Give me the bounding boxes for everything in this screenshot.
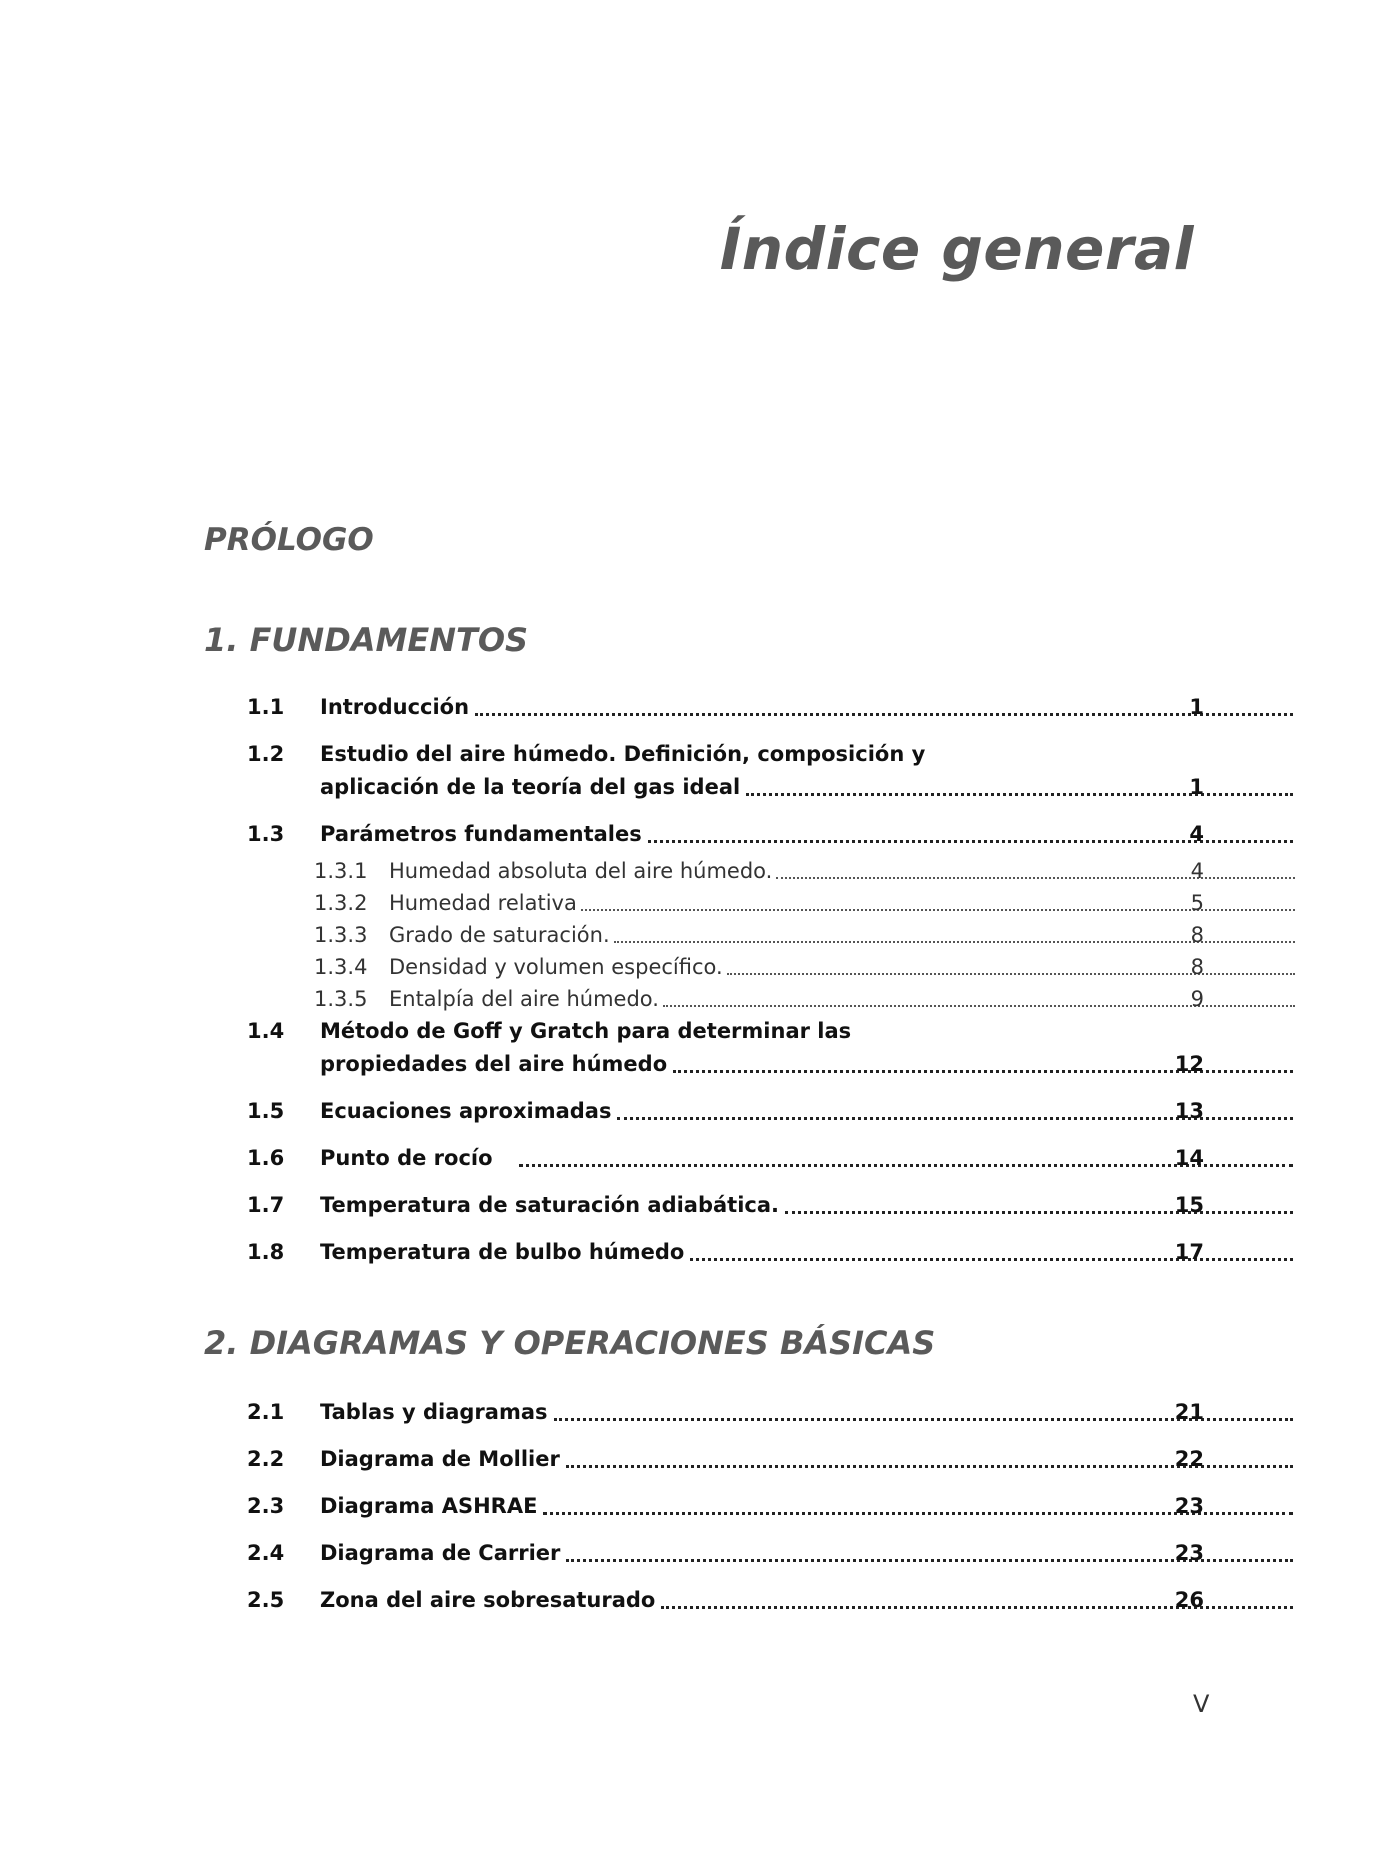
- entry-page: 13: [1174, 1099, 1204, 1123]
- subentry-number: 1.3.5: [314, 987, 368, 1011]
- entry-title: Ecuaciones aproximadas: [320, 1099, 612, 1123]
- toc-subentry-1-3-1[interactable]: [204, 855, 1204, 887]
- entry-page: 12: [1174, 1052, 1204, 1076]
- toc-entry-1-1[interactable]: [204, 691, 1204, 724]
- dot-leader: [475, 691, 1293, 716]
- entry-page: 4: [1189, 822, 1204, 846]
- entry-number: 1.6: [247, 1146, 285, 1170]
- entry-title: Diagrama de Mollier: [320, 1447, 560, 1471]
- toc-entry-2-2[interactable]: [204, 1443, 1204, 1476]
- subentry-number: 1.3.2: [314, 891, 368, 915]
- toc-entry-1-2[interactable]: [204, 738, 1204, 804]
- entry-number: 1.5: [247, 1099, 285, 1123]
- entry-number: 2.5: [247, 1588, 285, 1612]
- toc-entry-2-4[interactable]: [204, 1537, 1204, 1570]
- subentry-number: 1.3.4: [314, 955, 368, 979]
- entry-title-line: Estudio del aire húmedo. Definición, composición y: [320, 742, 926, 766]
- entry-title: propiedades del aire húmedo: [320, 1052, 668, 1076]
- toc-entry-1-8[interactable]: [204, 1236, 1204, 1269]
- subentry-title: Humedad relativa: [389, 891, 577, 915]
- toc-entry-1-7[interactable]: [204, 1189, 1204, 1222]
- section-prologo: PRÓLOGO: [204, 522, 374, 558]
- entry-title: Parámetros fundamentales: [320, 822, 642, 846]
- toc-entry-1-3[interactable]: [204, 818, 1204, 851]
- entry-page: 17: [1174, 1240, 1204, 1264]
- entry-title: Zona del aire sobresaturado: [320, 1588, 656, 1612]
- entry-page: 23: [1174, 1494, 1204, 1518]
- entry-title: Diagrama ASHRAE: [320, 1494, 538, 1518]
- toc-entry-1-5[interactable]: [204, 1095, 1204, 1128]
- entry-title: Punto de rocío: [320, 1146, 493, 1170]
- entry-title: Diagrama de Carrier: [320, 1541, 561, 1565]
- entry-number: 1.2: [247, 742, 285, 766]
- entry-number: 2.2: [247, 1447, 285, 1471]
- toc-subentry-1-3-3[interactable]: [204, 919, 1204, 951]
- entry-number: 1.7: [247, 1193, 285, 1217]
- subentry-page: 9: [1190, 987, 1204, 1011]
- entry-title: Tablas y diagramas: [320, 1400, 548, 1424]
- toc-entry-1-6[interactable]: [204, 1142, 1204, 1175]
- dot-leader: [776, 855, 1295, 879]
- toc-subentry-1-3-5[interactable]: [204, 983, 1204, 1015]
- dot-leader: [581, 887, 1295, 911]
- entry-page: 23: [1174, 1541, 1204, 1565]
- entry-page: 1: [1189, 775, 1204, 799]
- entry-number: 1.4: [247, 1019, 285, 1043]
- entry-page: 22: [1174, 1447, 1204, 1471]
- entry-number: 1.8: [247, 1240, 285, 1264]
- dot-leader: [727, 951, 1295, 975]
- entry-title: Temperatura de bulbo húmedo: [320, 1240, 685, 1264]
- entry-page: 1: [1189, 695, 1204, 719]
- subentry-page: 4: [1190, 859, 1204, 883]
- dot-leader: [746, 771, 1293, 796]
- entry-number: 2.4: [247, 1541, 285, 1565]
- entry-page: 21: [1174, 1400, 1204, 1424]
- subentry-page: 8: [1190, 923, 1204, 947]
- subentry-title: Densidad y volumen específico.: [389, 955, 723, 979]
- subentry-page: 5: [1190, 891, 1204, 915]
- chapter-1: [204, 620, 1204, 1269]
- entry-title: aplicación de la teoría del gas ideal: [320, 775, 741, 799]
- page-title: Índice general: [719, 215, 1194, 283]
- toc-entry-1-4[interactable]: [204, 1015, 1204, 1081]
- entry-title-line: Método de Goff y Gratch para determinar las: [320, 1019, 852, 1043]
- entry-number: 1.3: [247, 822, 285, 846]
- subentry-number: 1.3.1: [314, 859, 368, 883]
- entry-title: Temperatura de saturación adiabática.: [320, 1193, 780, 1217]
- subentry-page: 8: [1190, 955, 1204, 979]
- toc-subentry-1-3-2[interactable]: [204, 887, 1204, 919]
- entry-number: 1.1: [247, 695, 285, 719]
- entry-number: 2.3: [247, 1494, 285, 1518]
- chapter-2: [204, 1323, 1204, 1617]
- subentry-title: Grado de saturación.: [389, 923, 610, 947]
- subentry-number: 1.3.3: [314, 923, 368, 947]
- entry-page: 15: [1174, 1193, 1204, 1217]
- page-folio: V: [1193, 1690, 1210, 1718]
- dot-leader: [785, 1189, 1293, 1214]
- toc-subentry-1-3-4[interactable]: [204, 951, 1204, 983]
- toc-entry-2-3[interactable]: [204, 1490, 1204, 1523]
- entry-title: Introducción: [320, 695, 470, 719]
- subentry-title: Entalpía del aire húmedo.: [389, 987, 659, 1011]
- chapter-2-title: 2. DIAGRAMAS Y OPERACIONES BÁSICAS: [204, 1324, 936, 1362]
- subentry-title: Humedad absoluta del aire húmedo.: [389, 859, 773, 883]
- toc-entry-2-5[interactable]: [204, 1584, 1204, 1617]
- chapter-1-title: 1. FUNDAMENTOS: [204, 621, 529, 659]
- entry-page: 26: [1174, 1588, 1204, 1612]
- entry-page: 14: [1174, 1146, 1204, 1170]
- entry-number: 2.1: [247, 1400, 285, 1424]
- toc-entry-2-1[interactable]: [204, 1396, 1204, 1429]
